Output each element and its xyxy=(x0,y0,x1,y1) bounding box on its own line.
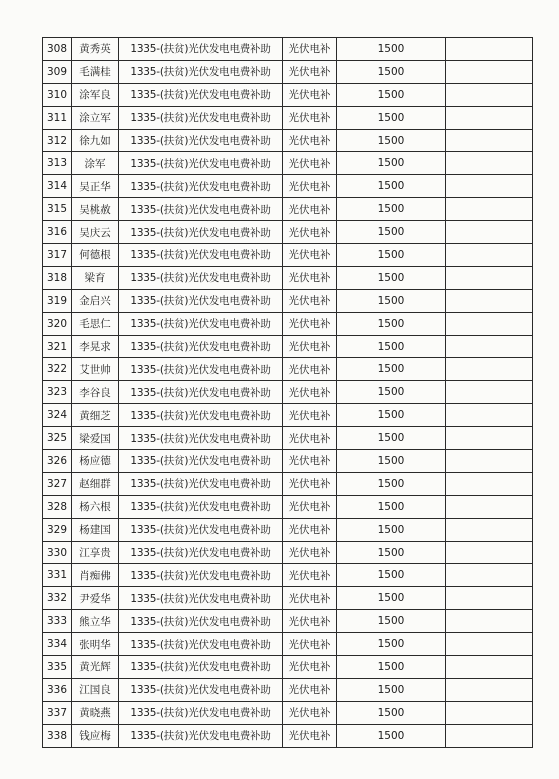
subsidy-item-cell: 1335-(扶贫)光伏发电电费补助 xyxy=(119,404,283,427)
subsidy-item-cell: 1335-(扶贫)光伏发电电费补助 xyxy=(119,656,283,679)
subsidy-item-cell: 1335-(扶贫)光伏发电电费补助 xyxy=(119,289,283,312)
remarks-cell xyxy=(446,175,533,198)
row-number-cell: 320 xyxy=(43,312,72,335)
remarks-cell xyxy=(446,427,533,450)
table-row xyxy=(43,724,533,747)
subsidy-item-cell: 1335-(扶贫)光伏发电电费补助 xyxy=(119,541,283,564)
subsidy-type-cell: 光伏电补 xyxy=(283,358,337,381)
subsidy-type-cell: 光伏电补 xyxy=(283,656,337,679)
table-row xyxy=(43,427,533,450)
recipient-name-cell: 江国良 xyxy=(72,678,119,701)
subsidy-item-cell: 1335-(扶贫)光伏发电电费补助 xyxy=(119,518,283,541)
amount-cell: 1500 xyxy=(337,610,446,633)
remarks-cell xyxy=(446,724,533,747)
row-number-cell: 312 xyxy=(43,129,72,152)
recipient-name-cell: 江享贵 xyxy=(72,541,119,564)
recipient-name-cell: 何德根 xyxy=(72,244,119,267)
remarks-cell xyxy=(446,656,533,679)
remarks-cell xyxy=(446,312,533,335)
subsidy-item-cell: 1335-(扶贫)光伏发电电费补助 xyxy=(119,152,283,175)
subsidy-item-cell: 1335-(扶贫)光伏发电电费补助 xyxy=(119,335,283,358)
row-number-cell: 326 xyxy=(43,450,72,473)
recipient-name-cell: 黄细芝 xyxy=(72,404,119,427)
subsidy-item-cell: 1335-(扶贫)光伏发电电费补助 xyxy=(119,129,283,152)
amount-cell: 1500 xyxy=(337,472,446,495)
row-number-cell: 324 xyxy=(43,404,72,427)
row-number-cell: 327 xyxy=(43,472,72,495)
subsidy-type-cell: 光伏电补 xyxy=(283,221,337,244)
subsidy-type-cell: 光伏电补 xyxy=(283,518,337,541)
amount-cell: 1500 xyxy=(337,152,446,175)
table-row xyxy=(43,335,533,358)
remarks-cell xyxy=(446,564,533,587)
subsidy-item-cell: 1335-(扶贫)光伏发电电费补助 xyxy=(119,83,283,106)
row-number-cell: 334 xyxy=(43,633,72,656)
row-number-cell: 310 xyxy=(43,83,72,106)
table-row xyxy=(43,610,533,633)
amount-cell: 1500 xyxy=(337,129,446,152)
table-row xyxy=(43,198,533,221)
remarks-cell xyxy=(446,472,533,495)
subsidy-type-cell: 光伏电补 xyxy=(283,633,337,656)
table-row xyxy=(43,701,533,724)
remarks-cell xyxy=(446,221,533,244)
row-number-cell: 317 xyxy=(43,244,72,267)
amount-cell: 1500 xyxy=(337,678,446,701)
recipient-name-cell: 肖痴佛 xyxy=(72,564,119,587)
recipient-name-cell: 黄光辉 xyxy=(72,656,119,679)
subsidy-table-body xyxy=(43,38,533,748)
subsidy-type-cell: 光伏电补 xyxy=(283,701,337,724)
row-number-cell: 309 xyxy=(43,60,72,83)
remarks-cell xyxy=(446,266,533,289)
amount-cell: 1500 xyxy=(337,358,446,381)
subsidy-type-cell: 光伏电补 xyxy=(283,678,337,701)
subsidy-item-cell: 1335-(扶贫)光伏发电电费补助 xyxy=(119,106,283,129)
remarks-cell xyxy=(446,198,533,221)
row-number-cell: 329 xyxy=(43,518,72,541)
row-number-cell: 337 xyxy=(43,701,72,724)
subsidy-item-cell: 1335-(扶贫)光伏发电电费补助 xyxy=(119,358,283,381)
recipient-name-cell: 李晃求 xyxy=(72,335,119,358)
amount-cell: 1500 xyxy=(337,38,446,61)
remarks-cell xyxy=(446,518,533,541)
remarks-cell xyxy=(446,289,533,312)
row-number-cell: 333 xyxy=(43,610,72,633)
subsidy-item-cell: 1335-(扶贫)光伏发电电费补助 xyxy=(119,678,283,701)
recipient-name-cell: 杨应德 xyxy=(72,450,119,473)
remarks-cell xyxy=(446,152,533,175)
subsidy-type-cell: 光伏电补 xyxy=(283,289,337,312)
table-row xyxy=(43,221,533,244)
recipient-name-cell: 吴桃赦 xyxy=(72,198,119,221)
remarks-cell xyxy=(446,358,533,381)
subsidy-type-cell: 光伏电补 xyxy=(283,335,337,358)
recipient-name-cell: 张明华 xyxy=(72,633,119,656)
table-row xyxy=(43,678,533,701)
subsidy-type-cell: 光伏电补 xyxy=(283,129,337,152)
recipient-name-cell: 熊立华 xyxy=(72,610,119,633)
recipient-name-cell: 涂军良 xyxy=(72,83,119,106)
subsidy-type-cell: 光伏电补 xyxy=(283,541,337,564)
row-number-cell: 315 xyxy=(43,198,72,221)
amount-cell: 1500 xyxy=(337,724,446,747)
table-row xyxy=(43,633,533,656)
subsidy-type-cell: 光伏电补 xyxy=(283,266,337,289)
subsidy-type-cell: 光伏电补 xyxy=(283,610,337,633)
amount-cell: 1500 xyxy=(337,175,446,198)
table-row xyxy=(43,129,533,152)
row-number-cell: 335 xyxy=(43,656,72,679)
subsidy-type-cell: 光伏电补 xyxy=(283,587,337,610)
table-row xyxy=(43,381,533,404)
subsidy-item-cell: 1335-(扶贫)光伏发电电费补助 xyxy=(119,175,283,198)
remarks-cell xyxy=(446,495,533,518)
amount-cell: 1500 xyxy=(337,381,446,404)
remarks-cell xyxy=(446,587,533,610)
remarks-cell xyxy=(446,381,533,404)
recipient-name-cell: 杨建国 xyxy=(72,518,119,541)
remarks-cell xyxy=(446,60,533,83)
amount-cell: 1500 xyxy=(337,587,446,610)
row-number-cell: 308 xyxy=(43,38,72,61)
remarks-cell xyxy=(446,83,533,106)
amount-cell: 1500 xyxy=(337,244,446,267)
remarks-cell xyxy=(446,106,533,129)
amount-cell: 1500 xyxy=(337,83,446,106)
subsidy-item-cell: 1335-(扶贫)光伏发电电费补助 xyxy=(119,495,283,518)
remarks-cell xyxy=(446,404,533,427)
table-row xyxy=(43,564,533,587)
table-row xyxy=(43,106,533,129)
remarks-cell xyxy=(446,129,533,152)
row-number-cell: 331 xyxy=(43,564,72,587)
table-row xyxy=(43,60,533,83)
row-number-cell: 321 xyxy=(43,335,72,358)
amount-cell: 1500 xyxy=(337,106,446,129)
subsidy-item-cell: 1335-(扶贫)光伏发电电费补助 xyxy=(119,38,283,61)
recipient-name-cell: 尹爱华 xyxy=(72,587,119,610)
amount-cell: 1500 xyxy=(337,427,446,450)
recipient-name-cell: 杨六根 xyxy=(72,495,119,518)
amount-cell: 1500 xyxy=(337,404,446,427)
subsidy-item-cell: 1335-(扶贫)光伏发电电费补助 xyxy=(119,701,283,724)
remarks-cell xyxy=(446,450,533,473)
table-row xyxy=(43,541,533,564)
recipient-name-cell: 吴庆云 xyxy=(72,221,119,244)
table-row xyxy=(43,152,533,175)
remarks-cell xyxy=(446,541,533,564)
subsidy-item-cell: 1335-(扶贫)光伏发电电费补助 xyxy=(119,198,283,221)
subsidy-type-cell: 光伏电补 xyxy=(283,106,337,129)
recipient-name-cell: 涂立军 xyxy=(72,106,119,129)
amount-cell: 1500 xyxy=(337,60,446,83)
subsidy-type-cell: 光伏电补 xyxy=(283,83,337,106)
subsidy-item-cell: 1335-(扶贫)光伏发电电费补助 xyxy=(119,60,283,83)
subsidy-item-cell: 1335-(扶贫)光伏发电电费补助 xyxy=(119,266,283,289)
subsidy-type-cell: 光伏电补 xyxy=(283,381,337,404)
subsidy-item-cell: 1335-(扶贫)光伏发电电费补助 xyxy=(119,244,283,267)
amount-cell: 1500 xyxy=(337,335,446,358)
table-row xyxy=(43,175,533,198)
table-row xyxy=(43,587,533,610)
subsidy-item-cell: 1335-(扶贫)光伏发电电费补助 xyxy=(119,312,283,335)
recipient-name-cell: 毛思仁 xyxy=(72,312,119,335)
subsidy-item-cell: 1335-(扶贫)光伏发电电费补助 xyxy=(119,381,283,404)
amount-cell: 1500 xyxy=(337,633,446,656)
subsidy-type-cell: 光伏电补 xyxy=(283,427,337,450)
amount-cell: 1500 xyxy=(337,450,446,473)
row-number-cell: 336 xyxy=(43,678,72,701)
amount-cell: 1500 xyxy=(337,518,446,541)
row-number-cell: 332 xyxy=(43,587,72,610)
row-number-cell: 316 xyxy=(43,221,72,244)
row-number-cell: 319 xyxy=(43,289,72,312)
table-row xyxy=(43,656,533,679)
table-row xyxy=(43,495,533,518)
subsidy-type-cell: 光伏电补 xyxy=(283,60,337,83)
table-row xyxy=(43,358,533,381)
amount-cell: 1500 xyxy=(337,289,446,312)
row-number-cell: 338 xyxy=(43,724,72,747)
subsidy-type-cell: 光伏电补 xyxy=(283,450,337,473)
remarks-cell xyxy=(446,678,533,701)
subsidy-type-cell: 光伏电补 xyxy=(283,724,337,747)
recipient-name-cell: 梁爱国 xyxy=(72,427,119,450)
amount-cell: 1500 xyxy=(337,701,446,724)
recipient-name-cell: 钱应梅 xyxy=(72,724,119,747)
remarks-cell xyxy=(446,633,533,656)
subsidy-item-cell: 1335-(扶贫)光伏发电电费补助 xyxy=(119,633,283,656)
subsidy-type-cell: 光伏电补 xyxy=(283,175,337,198)
remarks-cell xyxy=(446,335,533,358)
amount-cell: 1500 xyxy=(337,564,446,587)
subsidy-type-cell: 光伏电补 xyxy=(283,404,337,427)
subsidy-type-cell: 光伏电补 xyxy=(283,312,337,335)
subsidy-item-cell: 1335-(扶贫)光伏发电电费补助 xyxy=(119,564,283,587)
table-row xyxy=(43,38,533,61)
amount-cell: 1500 xyxy=(337,198,446,221)
subsidy-type-cell: 光伏电补 xyxy=(283,564,337,587)
recipient-name-cell: 吴正华 xyxy=(72,175,119,198)
subsidy-item-cell: 1335-(扶贫)光伏发电电费补助 xyxy=(119,472,283,495)
row-number-cell: 330 xyxy=(43,541,72,564)
recipient-name-cell: 艾世帅 xyxy=(72,358,119,381)
subsidy-item-cell: 1335-(扶贫)光伏发电电费补助 xyxy=(119,450,283,473)
table-row xyxy=(43,83,533,106)
amount-cell: 1500 xyxy=(337,266,446,289)
subsidy-type-cell: 光伏电补 xyxy=(283,244,337,267)
remarks-cell xyxy=(446,38,533,61)
row-number-cell: 325 xyxy=(43,427,72,450)
amount-cell: 1500 xyxy=(337,495,446,518)
table-row xyxy=(43,266,533,289)
amount-cell: 1500 xyxy=(337,656,446,679)
row-number-cell: 314 xyxy=(43,175,72,198)
table-row xyxy=(43,404,533,427)
table-row xyxy=(43,244,533,267)
amount-cell: 1500 xyxy=(337,221,446,244)
recipient-name-cell: 徐九如 xyxy=(72,129,119,152)
subsidy-type-cell: 光伏电补 xyxy=(283,198,337,221)
row-number-cell: 323 xyxy=(43,381,72,404)
recipient-name-cell: 黄晓燕 xyxy=(72,701,119,724)
subsidy-table xyxy=(42,37,533,748)
subsidy-item-cell: 1335-(扶贫)光伏发电电费补助 xyxy=(119,427,283,450)
remarks-cell xyxy=(446,244,533,267)
amount-cell: 1500 xyxy=(337,312,446,335)
subsidy-item-cell: 1335-(扶贫)光伏发电电费补助 xyxy=(119,610,283,633)
remarks-cell xyxy=(446,701,533,724)
recipient-name-cell: 李谷良 xyxy=(72,381,119,404)
row-number-cell: 318 xyxy=(43,266,72,289)
table-row xyxy=(43,312,533,335)
recipient-name-cell: 赵细群 xyxy=(72,472,119,495)
table-row xyxy=(43,518,533,541)
recipient-name-cell: 金启兴 xyxy=(72,289,119,312)
subsidy-type-cell: 光伏电补 xyxy=(283,495,337,518)
recipient-name-cell: 梁育 xyxy=(72,266,119,289)
remarks-cell xyxy=(446,610,533,633)
table-row xyxy=(43,450,533,473)
table-row xyxy=(43,289,533,312)
recipient-name-cell: 涂军 xyxy=(72,152,119,175)
subsidy-item-cell: 1335-(扶贫)光伏发电电费补助 xyxy=(119,221,283,244)
subsidy-type-cell: 光伏电补 xyxy=(283,472,337,495)
subsidy-type-cell: 光伏电补 xyxy=(283,38,337,61)
recipient-name-cell: 黄秀英 xyxy=(72,38,119,61)
subsidy-type-cell: 光伏电补 xyxy=(283,152,337,175)
row-number-cell: 322 xyxy=(43,358,72,381)
recipient-name-cell: 毛满桂 xyxy=(72,60,119,83)
subsidy-item-cell: 1335-(扶贫)光伏发电电费补助 xyxy=(119,587,283,610)
row-number-cell: 328 xyxy=(43,495,72,518)
row-number-cell: 311 xyxy=(43,106,72,129)
table-row xyxy=(43,472,533,495)
subsidy-item-cell: 1335-(扶贫)光伏发电电费补助 xyxy=(119,724,283,747)
amount-cell: 1500 xyxy=(337,541,446,564)
row-number-cell: 313 xyxy=(43,152,72,175)
